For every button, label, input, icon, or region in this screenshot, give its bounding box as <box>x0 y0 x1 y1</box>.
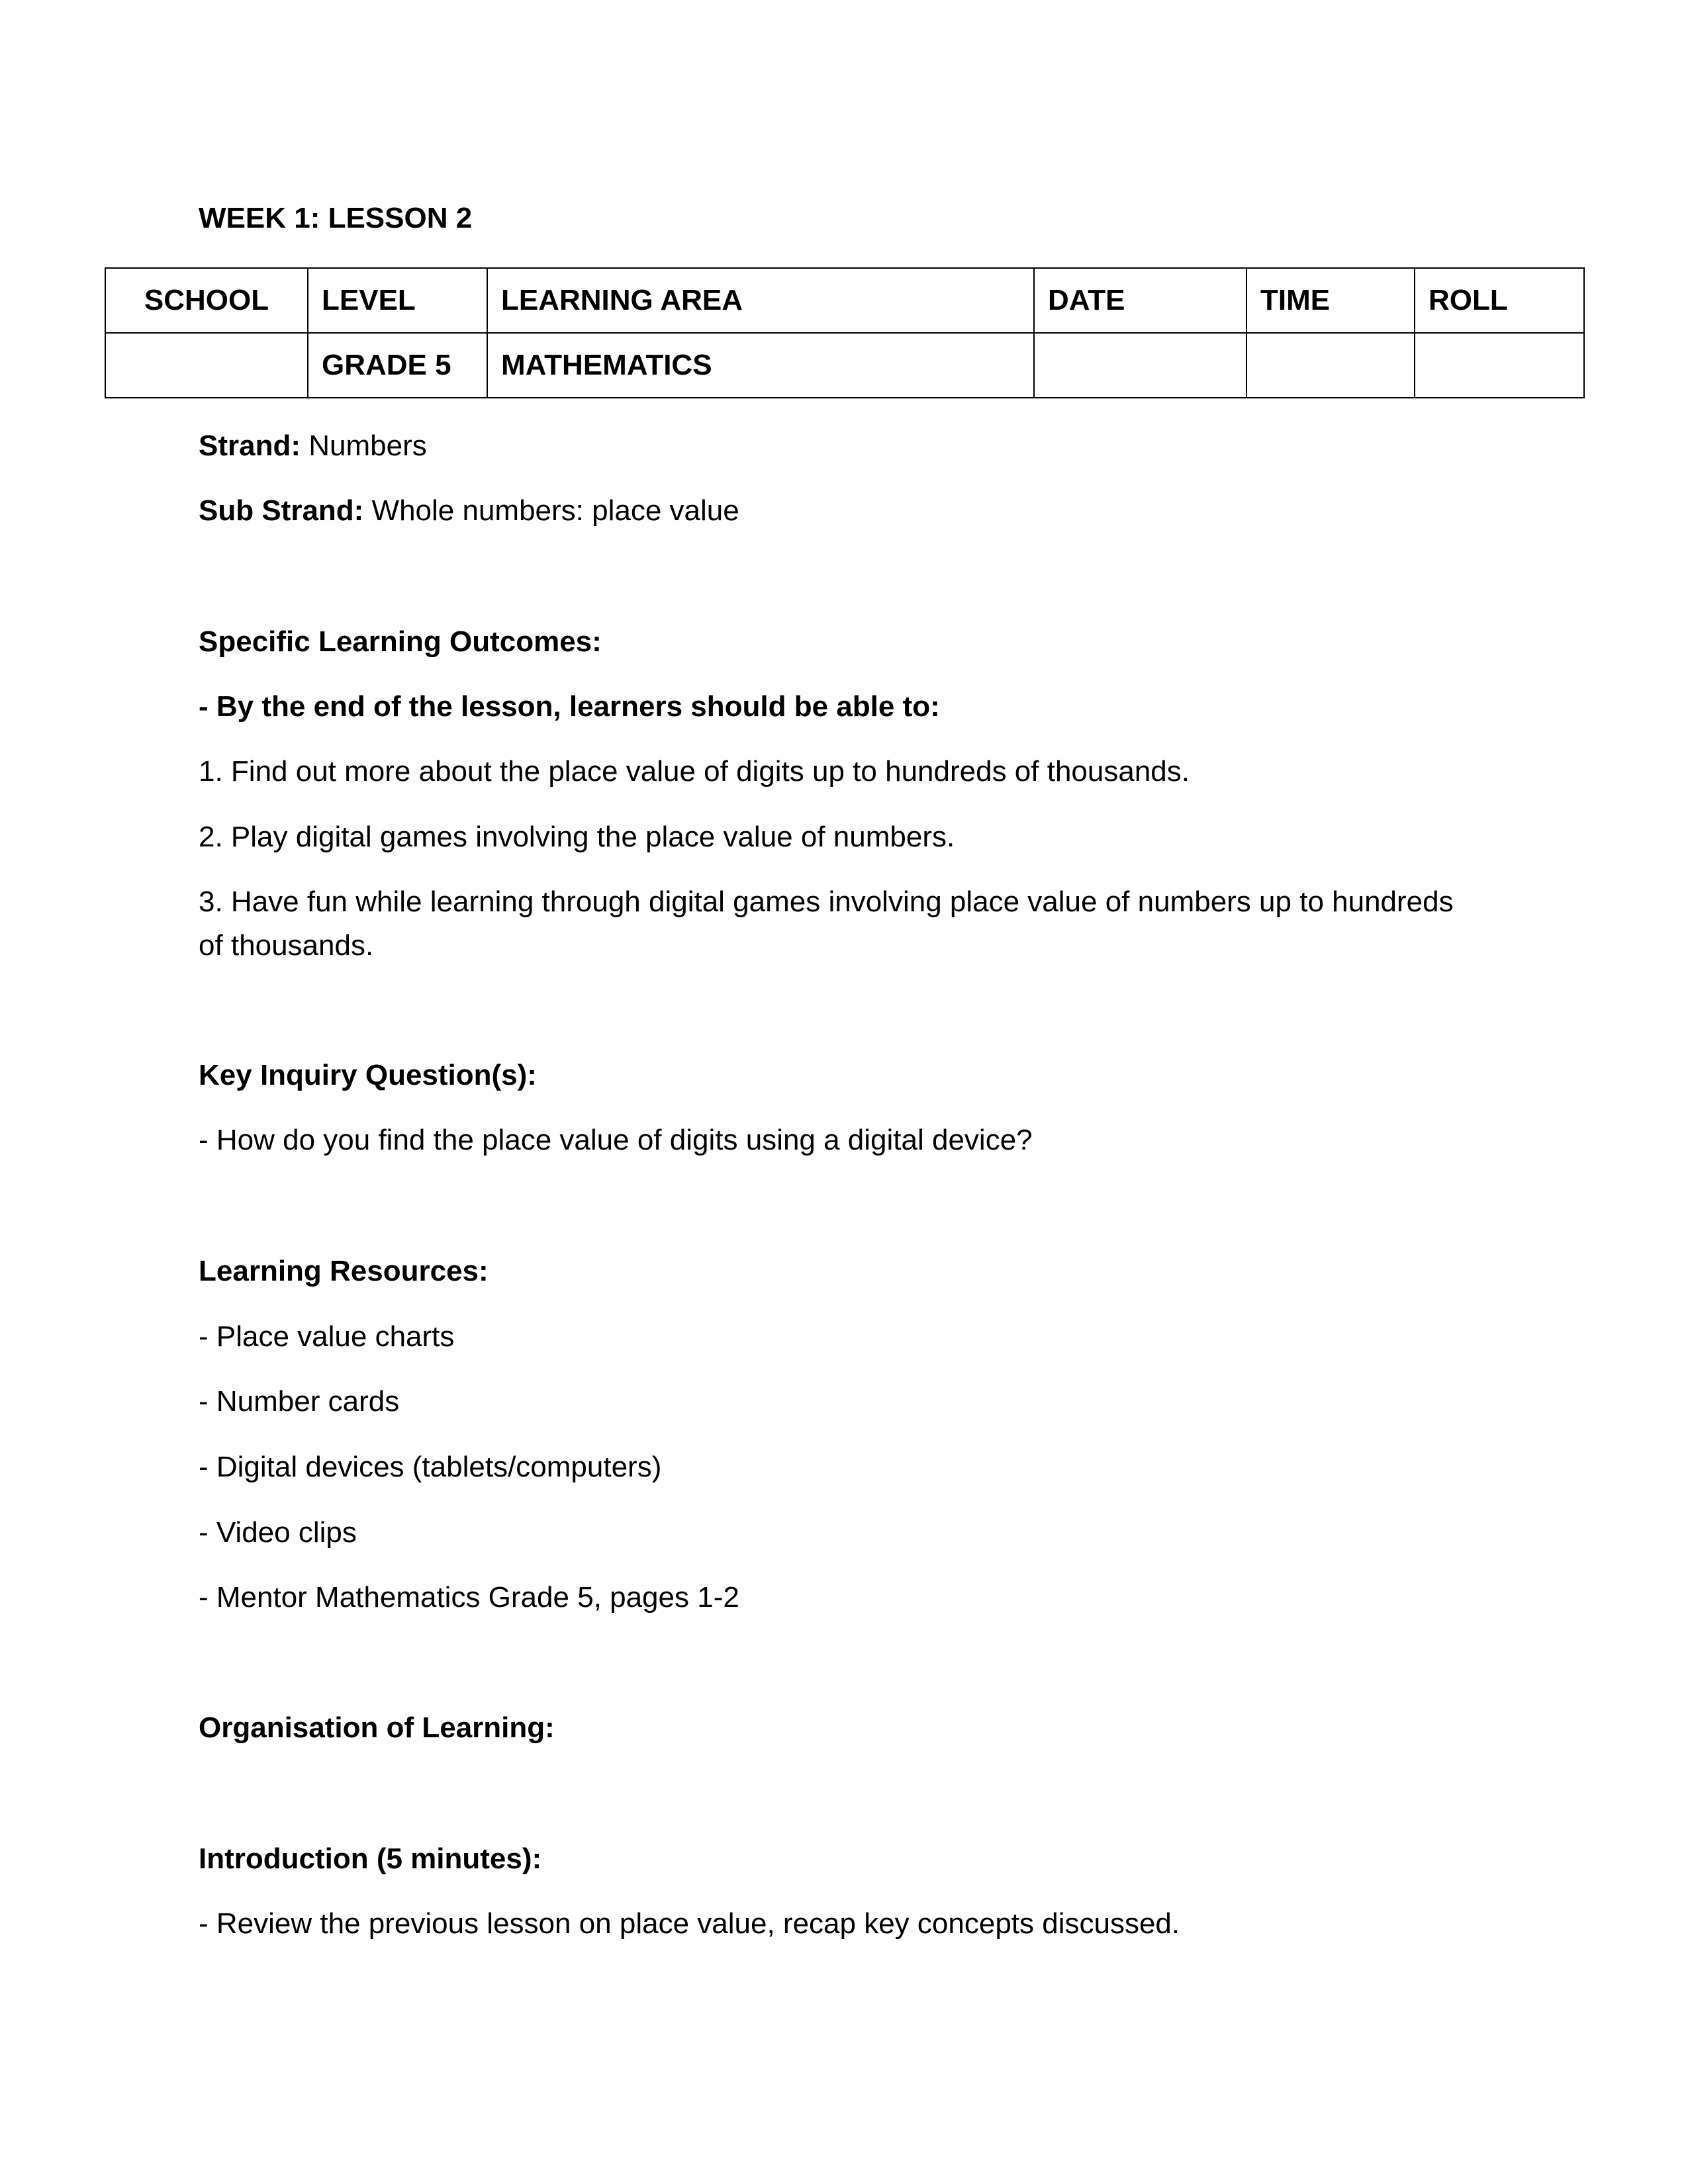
value-cell-level: GRADE 5 <box>308 333 487 398</box>
header-cell-date: DATE <box>1034 268 1246 333</box>
organisation-heading: Organisation of Learning: <box>199 1711 555 1744</box>
outcome-item: 3. Have fun while learning through digital games involving place value of numbers up to hundreds of thousands. <box>199 886 1454 962</box>
strand-line <box>199 424 427 468</box>
resource-item: - Digital devices (tablets/computers) <box>199 1451 662 1483</box>
sub-strand-value: Whole numbers: place value <box>363 494 739 527</box>
value-cell-learning-area: MATHEMATICS <box>487 333 1034 398</box>
header-cell-learning-area: LEARNING AREA <box>487 268 1034 333</box>
value-cell-time <box>1246 333 1415 398</box>
inquiry-heading: Key Inquiry Question(s): <box>199 1059 537 1091</box>
resource-item: - Number cards <box>199 1385 400 1418</box>
header-cell-roll: ROLL <box>1415 268 1584 333</box>
resources-heading: Learning Resources: <box>199 1255 489 1287</box>
sub-strand-label: Sub Strand: <box>199 494 364 527</box>
info-table-header-row <box>105 268 1584 333</box>
outcomes-intro: - By the end of the lesson, learners should be able to: <box>199 690 940 723</box>
header-cell-time: TIME <box>1246 268 1415 333</box>
outcomes-heading: Specific Learning Outcomes: <box>199 625 602 658</box>
week-lesson-title: WEEK 1: LESSON 2 <box>199 202 473 234</box>
header-cell-level: LEVEL <box>308 268 487 333</box>
strand-value: Numbers <box>301 430 427 462</box>
value-cell-school <box>105 333 308 398</box>
introduction-item: - Review the previous lesson on place value, recap key concepts discussed. <box>199 1907 1180 1940</box>
info-table-value-row <box>105 333 1584 398</box>
outcome-item: 1. Find out more about the place value of digits up to hundreds of thousands. <box>199 755 1190 788</box>
strand-label: Strand: <box>199 430 301 462</box>
value-cell-roll <box>1415 333 1584 398</box>
inquiry-item: - How do you find the place value of digits using a digital device? <box>199 1124 1033 1156</box>
sub-strand-line <box>199 489 739 533</box>
header-cell-school: SCHOOL <box>105 268 308 333</box>
introduction-heading: Introduction (5 minutes): <box>199 1843 542 1875</box>
resource-item: - Video clips <box>199 1516 357 1549</box>
outcome-item: 2. Play digital games involving the place value of numbers. <box>199 821 955 853</box>
resource-item: - Place value charts <box>199 1320 455 1353</box>
value-cell-date <box>1034 333 1246 398</box>
resource-item: - Mentor Mathematics Grade 5, pages 1-2 <box>199 1581 739 1614</box>
lesson-info-table <box>105 267 1585 398</box>
